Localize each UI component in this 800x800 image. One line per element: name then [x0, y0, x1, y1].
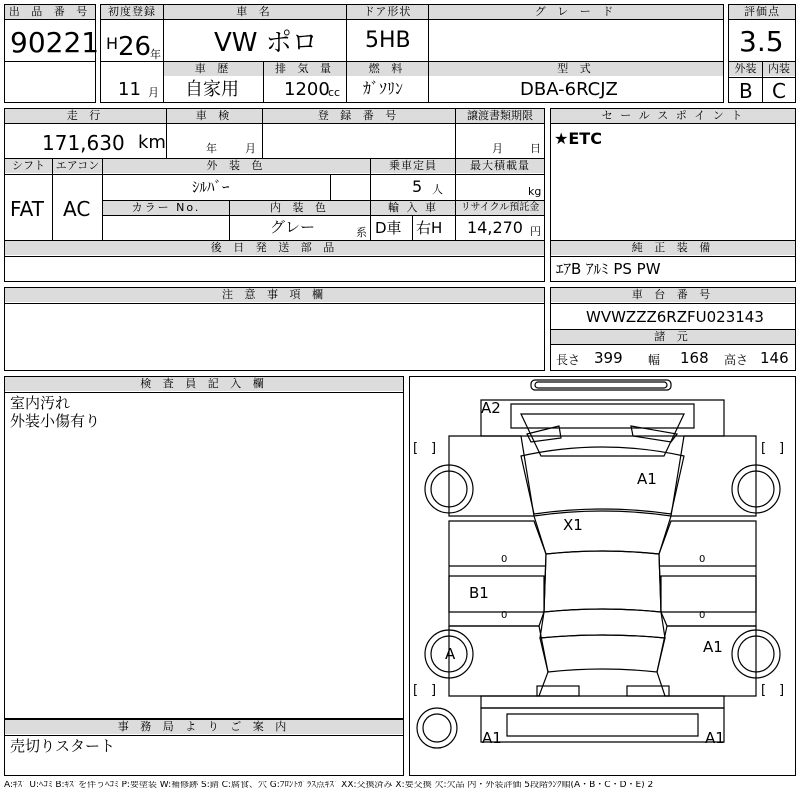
capacity-value: 5 — [412, 177, 423, 196]
ext-color-value: ｼﾙﾊﾞｰ — [192, 178, 230, 196]
svg-text:[: [ — [413, 683, 419, 698]
later-parts-header: 後 日 発 送 部 品 — [5, 241, 544, 255]
aircon-value: AC — [63, 197, 91, 221]
inspection-month-unit: 月 — [245, 142, 256, 155]
lot-number-header: 出 品 番 号 — [5, 5, 95, 19]
handle-value: 右H — [416, 219, 443, 237]
kg-unit: kg — [528, 185, 542, 198]
chassis-number-value: WVWZZZ6RZFU023143 — [586, 308, 764, 326]
drive-value: D車 — [375, 219, 402, 237]
svg-text:[: [ — [761, 441, 767, 456]
svg-text:]: ] — [431, 683, 437, 698]
svg-text:]: ] — [431, 441, 437, 456]
selling-points-header: セ ー ル ス ポ イ ン ト — [551, 109, 795, 123]
fuel-value: ｶﾞｿﾘﾝ — [363, 79, 404, 98]
person-unit: 人 — [432, 183, 443, 196]
km-unit: km — [138, 132, 166, 153]
color-no-header: カラー No. — [103, 201, 229, 215]
aircon-header: エアコン — [53, 159, 102, 173]
mark-front-a2: A2 — [481, 399, 501, 417]
model-header: 型 式 — [429, 62, 723, 76]
grade-header: グ レ ー ド — [429, 5, 723, 19]
first-reg-header: 初度登録 — [101, 5, 163, 19]
first-reg-year: 26 — [118, 32, 152, 62]
svg-text:[: [ — [413, 441, 419, 456]
car-name-header: 車 名 — [164, 5, 346, 19]
mark-roof-x1: X1 — [563, 516, 583, 534]
svg-text:0: 0 — [501, 610, 508, 621]
svg-text:0: 0 — [699, 554, 706, 565]
svg-text:]: ] — [779, 441, 785, 456]
model-value: DBA-6RCJZ — [520, 79, 618, 100]
year-unit: 年 — [150, 48, 161, 61]
mark-bumper-right-a1: A1 — [705, 729, 725, 747]
history-value: 自家用 — [185, 79, 239, 100]
width-value: 168 — [680, 349, 709, 367]
interior-grade-header: 内装 — [763, 62, 795, 76]
equipment-header: 純 正 装 備 — [551, 241, 795, 255]
doc-day-unit: 日 — [530, 142, 541, 155]
mark-bumper-left-a1: A1 — [482, 729, 502, 747]
mark-side-b1: B1 — [469, 584, 489, 602]
notes-header: 注 意 事 項 欄 — [5, 288, 544, 302]
import-header: 輸 入 車 — [371, 201, 455, 215]
score-value: 3.5 — [739, 25, 784, 58]
mark-hood-a1: A1 — [637, 470, 657, 488]
chassis-header: 車 台 番 号 — [551, 288, 795, 302]
door-type-value: 5HB — [365, 28, 411, 53]
inspection-year-unit: 年 — [206, 142, 217, 155]
svg-text:]: ] — [779, 683, 785, 698]
mileage-header: 走 行 — [5, 109, 166, 123]
car-name-value: VW ポロ — [214, 28, 318, 58]
ext-color-header: 外 装 色 — [103, 159, 370, 173]
shift-value: FAT — [10, 197, 45, 221]
exterior-grade-header: 外装 — [729, 62, 762, 76]
int-color-header: 内 装 色 — [230, 201, 370, 215]
equipment-value: ｴｱB ｱﾙﾐ PS PW — [556, 260, 661, 278]
height-label: 高さ — [724, 353, 749, 367]
mark-rear-right-a1: A1 — [703, 638, 723, 656]
inspection-header: 車 検 — [167, 109, 262, 123]
height-value: 146 — [760, 349, 789, 367]
exterior-grade-value: B — [739, 79, 753, 103]
length-value: 399 — [594, 349, 623, 367]
inspector-note-2: 外装小傷有り — [10, 412, 101, 430]
inspector-note-1: 室内汚れ — [10, 394, 71, 412]
score-header: 評価点 — [729, 5, 795, 19]
shift-header: シフト — [5, 159, 52, 173]
svg-text:0: 0 — [501, 554, 508, 565]
office-note: 売切りスタート — [10, 737, 116, 755]
interior-grade-value: C — [772, 79, 786, 103]
width-label: 幅 — [648, 353, 661, 367]
svg-text:[: [ — [761, 683, 767, 698]
history-header: 車 歴 — [164, 62, 263, 76]
damage-legend: A:ｷｽﾞ U:ﾍｺﾐ B:ｷｽﾞを伴うﾍｺﾐ P:要塗装 W:補修跡 S:錆 C:腐食、穴 G:ﾌﾛﾝﾄｶﾞﾗｽ点ｷｽﾞ XX:交換済み X:要交換 欠:欠品 内・外装評価 5段階ﾗﾝｸ順(A・B・C・D・E) 2 — [4, 781, 654, 790]
month-unit: 月 — [148, 86, 159, 99]
doc-month-unit: 月 — [492, 142, 503, 155]
capacity-header: 乗車定員 — [371, 159, 455, 173]
svg-text:0: 0 — [699, 610, 706, 621]
era-letter: H — [106, 34, 119, 53]
displacement-header: 排 気 量 — [264, 62, 346, 76]
dimensions-header: 諸 元 — [551, 330, 795, 344]
length-label: 長さ — [556, 353, 581, 367]
recycle-header: リサイクル預託金 — [456, 201, 544, 215]
yen-unit: 円 — [530, 225, 541, 238]
cc-unit: cc — [328, 86, 341, 99]
int-color-value: グレー — [270, 218, 316, 236]
max-load-header: 最大積載量 — [456, 159, 544, 173]
first-reg-month: 11 — [118, 79, 141, 100]
mark-wheel-a: A — [445, 645, 456, 663]
reg-number-header: 登 録 番 号 — [263, 109, 455, 123]
inspector-header: 検 査 員 記 入 欄 — [5, 377, 403, 391]
kei-unit: 系 — [356, 226, 367, 239]
lot-number-value: 90221 — [10, 26, 100, 59]
car-damage-diagram — [409, 376, 796, 776]
recycle-value: 14,270 — [467, 218, 523, 237]
selling-point-value: ★ETC — [554, 129, 602, 148]
fuel-header: 燃 料 — [347, 62, 428, 76]
door-type-header: ドア形状 — [347, 5, 428, 19]
office-header: 事 務 局 よ り ご 案 内 — [5, 720, 403, 734]
transfer-docs-header: 譲渡書類期限 — [456, 109, 544, 123]
mileage-value: 171,630 — [42, 131, 125, 155]
displacement-value: 1200 — [284, 79, 330, 100]
